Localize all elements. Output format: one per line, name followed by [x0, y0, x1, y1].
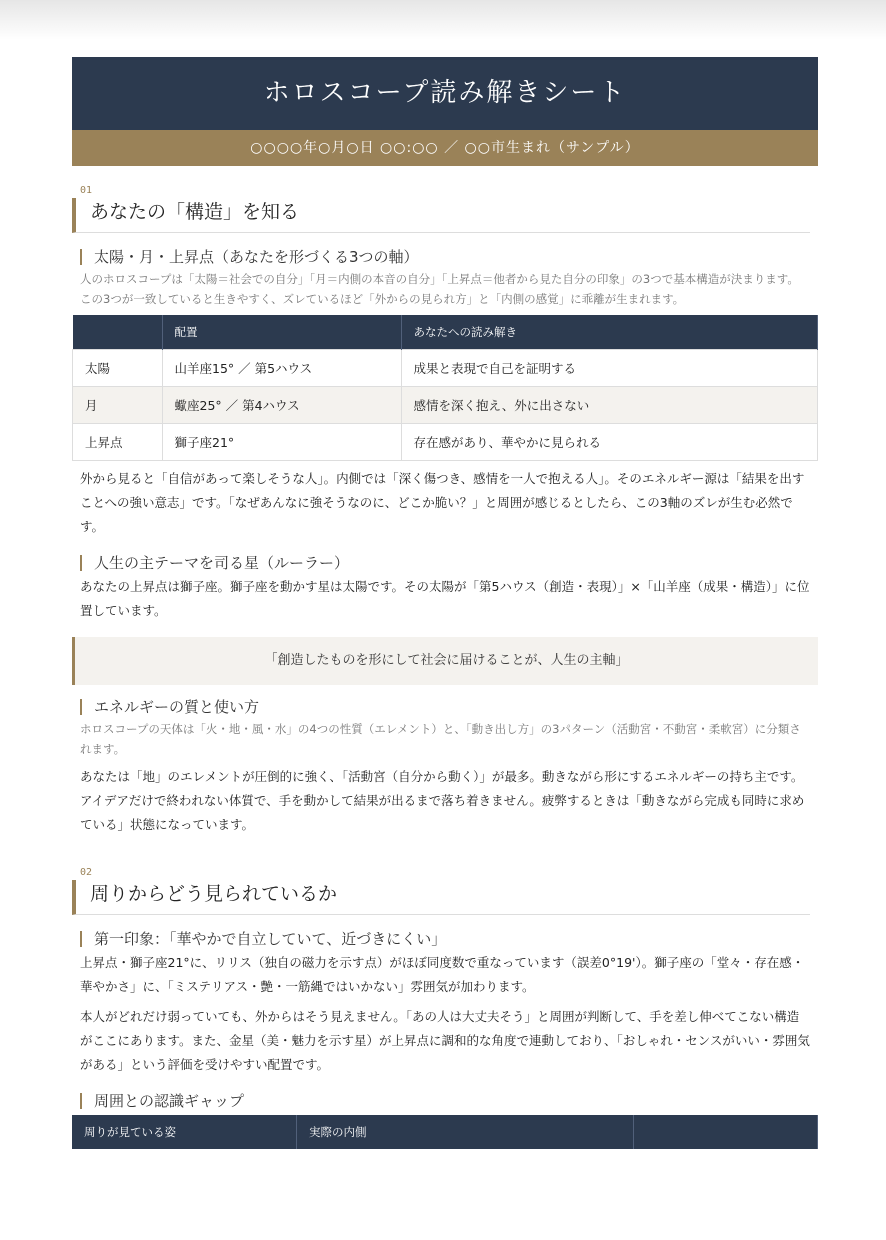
content [80, 185, 810, 1155]
subsection-heading: 第一印象：「華やかで自立していて、近づきにくい」 [80, 931, 810, 947]
explanatory-note: 人のホロスコープは「太陽＝社会での自分」「月＝内側の本音の自分」「上昇点＝他者から見た自分の印象」の3つで基本構造が決まります。この3つが一致していると生きやすく、ズレているほど「外からの見られ方」と「内側の感覚」に乖離が生まれます。 [80, 272, 799, 306]
explanatory-note: ホロスコープの天体は「火・地・風・水」の4つの性質（エレメント）と、「動き出し方」の3パターン（活動宮・不動宮・柔軟宮）に分類されます。 [80, 722, 801, 756]
table-cell: 成果と表現で自己を証明する [401, 350, 818, 387]
gap-table [72, 1115, 818, 1149]
table-cell: 上昇点 [73, 424, 163, 461]
body-text: あなたは「地」のエレメントが圧倒的に強く、「活動宮（自分から動く）」が最多。動きながら形にするエネルギーの持ち主です。アイデアだけで終われない体質で、手を動かして結果が出るまで落ち着きません。疲弊するときは「動きながら完成も同時に求めている」状態になっています。 [80, 769, 805, 832]
table-cell: 蠍座25° ／ 第4ハウス [162, 387, 401, 424]
table-header-cell: 周りが見ている姿 [72, 1115, 297, 1149]
table-cell: 感情を深く抱え、外に出さない [401, 387, 818, 424]
table-header-cell [73, 315, 163, 350]
page-title: ホロスコープ読み解きシート [72, 57, 818, 130]
table-header-cell: 配置 [162, 315, 401, 350]
subsection-heading: エネルギーの質と使い方 [80, 699, 810, 715]
birth-info-subtitle: ○○○○年○月○日 ○○:○○ ／ ○○市生まれ（サンプル） [72, 130, 818, 166]
body-text: 本人がどれだけ弱っていても、外からはそう見えません。「あの人は大丈夫そう」と周囲が判断して、手を差し伸べてこない構造がここにあります。また、金星（美・魅力を示す星）が上昇点に調和的な角度で連動しており、「おしゃれ・センスがいい・雰囲気がある」という評価を受けやすい配置です。 [80, 1009, 810, 1072]
body-text: 上昇点・獅子座21°に、リリス（独自の磁力を示す点）がほぼ同度数で重なっています（誤差0°19'）。獅子座の「堂々・存在感・華やかさ」に、「ミステリアス・艶・一筋縄ではいかない」雰囲気が加わります。 [80, 955, 805, 994]
table-cell: 月 [73, 387, 163, 424]
table-cell: 存在感があり、華やかに見られる [401, 424, 818, 461]
table-cell: 太陽 [73, 350, 163, 387]
highlight-quote: 「創造したものを形にして社会に届けることが、人生の主軸」 [72, 637, 818, 685]
table-row [73, 387, 818, 424]
table-cell: 山羊座15° ／ 第5ハウス [162, 350, 401, 387]
subsection-heading: 周囲との認識ギャップ [80, 1093, 810, 1109]
section-number: 02 [80, 867, 93, 878]
body-text: あなたの上昇点は獅子座。獅子座を動かす星は太陽です。その太陽が「第5ハウス（創造・表現）」×「山羊座（成果・構造）」に位置しています。 [80, 579, 810, 618]
table-header-cell [634, 1115, 818, 1149]
table-header-row [73, 315, 818, 350]
table-header-cell: 実際の内側 [297, 1115, 634, 1149]
subsection-heading: 太陽・月・上昇点（あなたを形づくる3つの軸） [80, 249, 810, 265]
table-cell: 獅子座21° [162, 424, 401, 461]
table-row [73, 424, 818, 461]
table-header-cell: あなたへの読み解き [401, 315, 818, 350]
section-heading: あなたの「構造」を知る [72, 198, 810, 233]
body-text: 外から見ると「自信があって楽しそうな人」。内側では「深く傷つき、感情を一人で抱える人」。そのエネルギー源は「結果を出すことへの強い意志」です。「なぜあんなに強そうなのに、どこか脆い？」と周囲が感じるとしたら、この3軸のズレが生む必然です。 [80, 471, 805, 534]
placement-table [72, 315, 818, 461]
subsection-heading: 人生の主テーマを司る星（ルーラー） [80, 555, 810, 571]
section-number: 01 [80, 185, 93, 196]
table-row [73, 350, 818, 387]
table-header-row [72, 1115, 818, 1149]
section-heading: 周りからどう見られているか [72, 880, 810, 915]
